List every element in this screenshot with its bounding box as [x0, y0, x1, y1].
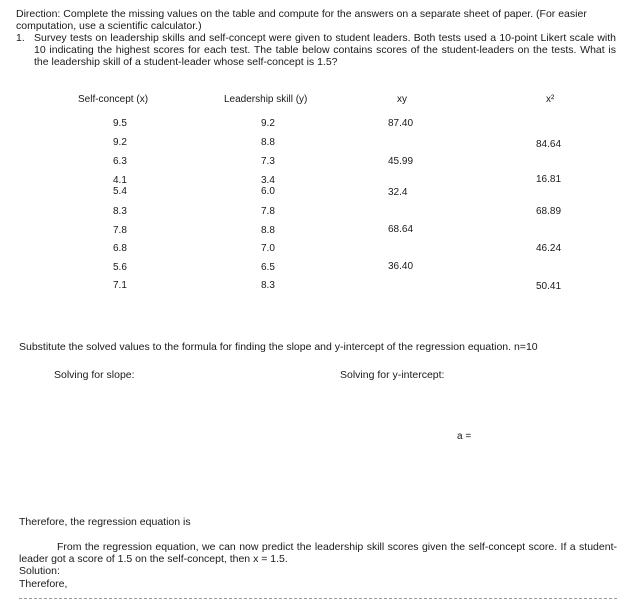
cell-x-squared: 68.89	[536, 206, 562, 217]
cell-y: 3.4	[261, 175, 275, 186]
cell-y: 6.0	[261, 186, 275, 197]
cell-xy: 68.64	[388, 224, 414, 235]
cell-x: 8.3	[113, 206, 127, 217]
header-xy: xy	[397, 94, 407, 105]
question-number: 1.	[16, 32, 25, 44]
header-leadership-skill: Leadership skill (y)	[224, 94, 308, 105]
cell-x-squared: 84.64	[536, 139, 562, 150]
cell-xy: 32.4	[388, 187, 408, 198]
cell-x: 6.3	[113, 156, 127, 167]
therefore-final-label: Therefore,	[19, 578, 68, 590]
cell-y: 6.5	[261, 262, 275, 273]
cell-x-squared: 50.41	[536, 281, 562, 292]
cell-x: 6.8	[113, 243, 127, 254]
cell-y: 8.3	[261, 280, 275, 291]
header-self-concept: Self-concept (x)	[78, 94, 149, 105]
substitute-instruction: Substitute the solved values to the formula for finding the slope and y-intercept of the regression equation. n=10	[19, 341, 538, 353]
solving-y-intercept-label: Solving for y-intercept:	[340, 369, 445, 381]
a-equals-label: a =	[457, 431, 472, 442]
regression-equation-statement: Therefore, the regression equation is	[19, 516, 191, 528]
cell-y: 7.8	[261, 206, 275, 217]
cell-x: 7.1	[113, 280, 127, 291]
header-x-squared: x²	[546, 94, 555, 105]
direction-text: Direction: Complete the missing values on the table and compute for the answers on a separate sheet of paper. (For easier computation, use a scientific calculator.)	[16, 8, 587, 32]
bottom-divider	[19, 598, 617, 599]
cell-y: 7.0	[261, 243, 275, 254]
prediction-paragraph: From the regression equation, we can now predict the leadership skill scores given the self-concept score. If a student-leader got a score of 1.5 on the self-concept, then x = 1.5.	[19, 541, 617, 565]
cell-x: 5.4	[113, 186, 127, 197]
cell-x: 5.6	[113, 262, 127, 273]
cell-y: 9.2	[261, 118, 275, 129]
cell-x: 9.2	[113, 137, 127, 148]
solution-label: Solution:	[19, 565, 60, 577]
cell-y: 8.8	[261, 225, 275, 236]
cell-x-squared: 46.24	[536, 243, 562, 254]
question-text: Survey tests on leadership skills and self-concept were given to student leaders. Both tests used a 10-point Likert scale with 10 indicating the highest scores for each test. The table below contains scores of the student-leaders on the tests. What is the leadership skill of a student-leader whose self-concept is 1.5?	[34, 32, 616, 68]
cell-y: 8.8	[261, 137, 275, 148]
cell-xy: 45.99	[388, 156, 414, 167]
cell-x: 9.5	[113, 118, 127, 129]
cell-xy: 87.40	[388, 118, 414, 129]
cell-x: 4.1	[113, 175, 127, 186]
solving-slope-label: Solving for slope:	[54, 369, 135, 381]
cell-x: 7.8	[113, 225, 127, 236]
cell-xy: 36.40	[388, 261, 414, 272]
cell-x-squared: 16.81	[536, 174, 562, 185]
cell-y: 7.3	[261, 156, 275, 167]
